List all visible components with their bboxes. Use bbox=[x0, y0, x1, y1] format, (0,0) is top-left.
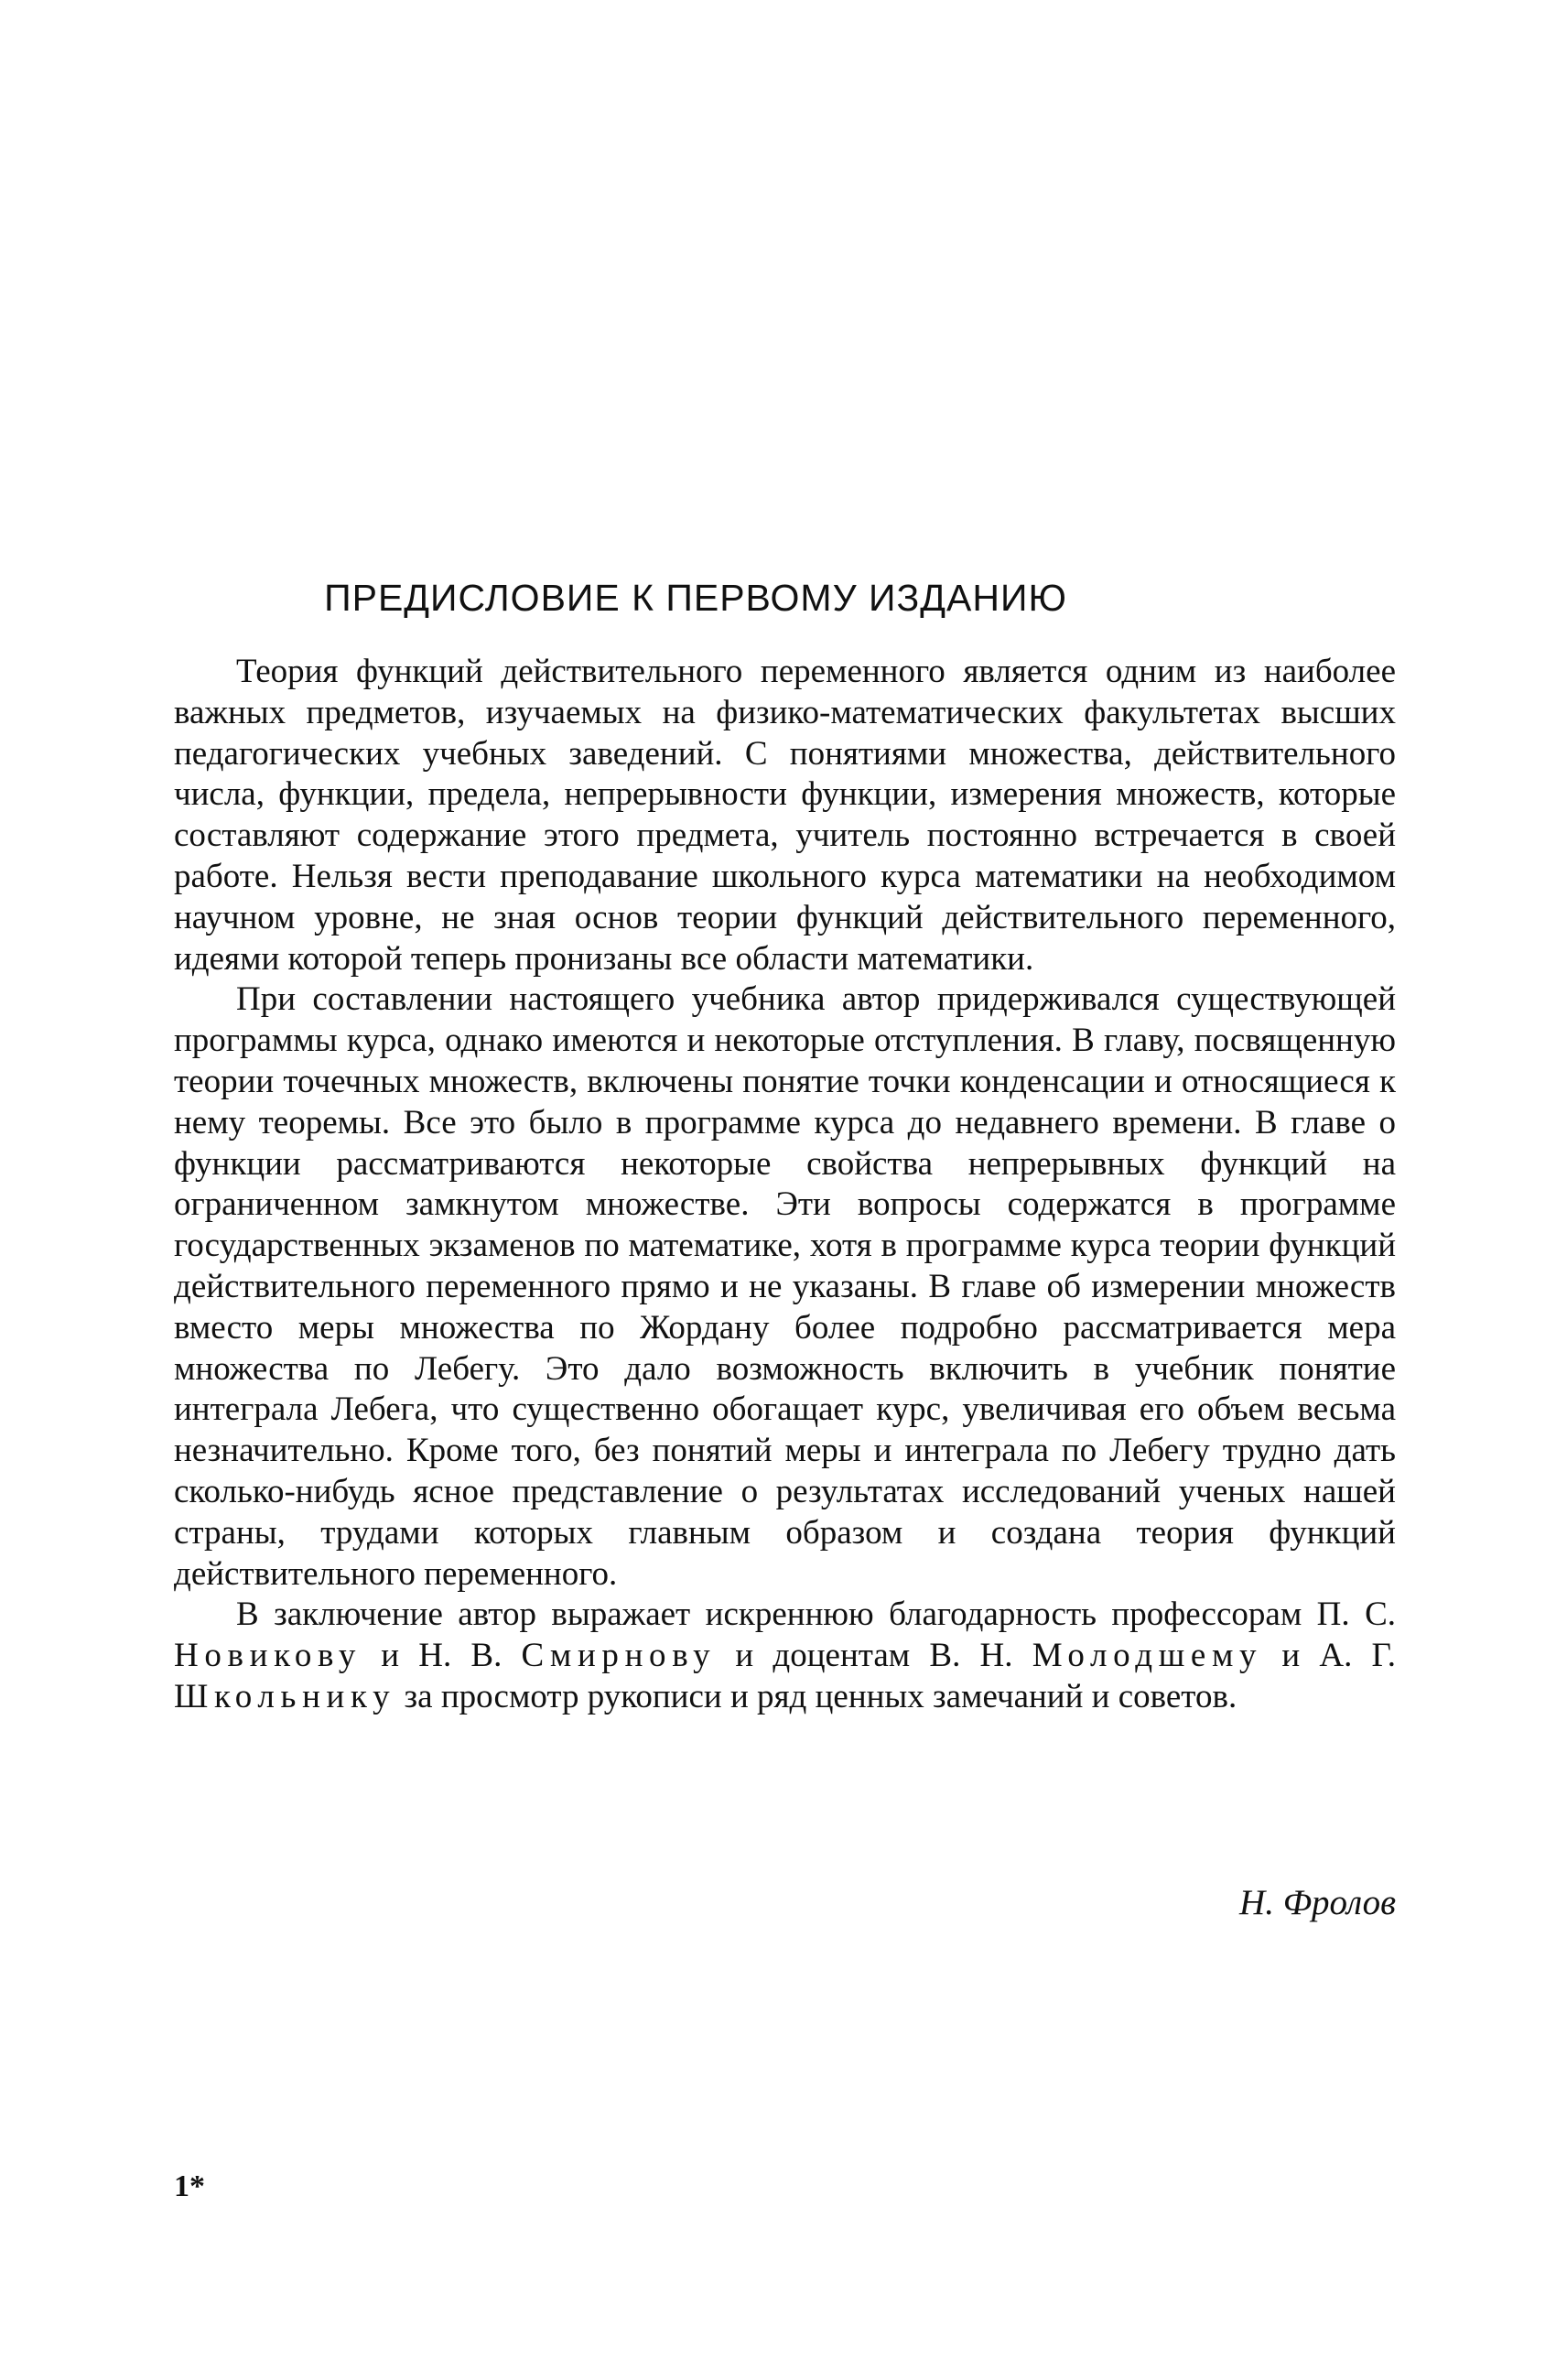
closing-text-1: В заключение автор выражает искреннюю благодарность профессорам П. С. bbox=[236, 1596, 1396, 1634]
name-smirnov: Смирнову bbox=[521, 1637, 717, 1675]
closing-text-3: и доцентам В. Н. bbox=[716, 1637, 1032, 1675]
preface-body bbox=[174, 652, 1396, 1718]
paragraph-2: При составлении настоящего учебника автор придерживался существующей программы курса, однако имеются и некоторые отступления. В главу, посвященную теории точечных множеств, включены понятие точки конденсации и относящиеся к нему теоремы. Все это было в программе курса до недавнего времени. В главе о функции рассматриваются некоторые свойства непрерывных функций на ограниченном замкнутом множестве. Эти вопросы содержатся в программе государственных экзаменов по математике, хотя в программе курса теории функций действительного переменного прямо и не указаны. В главе об измерении множеств вместо меры множества по Жордану более подробно рассматривается мера множества по Лебегу. Это дало возможность включить в учебник понятие интеграла Лебега, что существенно обогащает курс, увеличивая его объем весьма незначительно. Кроме того, без понятий меры и интеграла по Лебегу трудно дать сколько-нибудь ясное представление о результатах исследований ученых нашей страны, трудами которых главным образом и создана теория функций действительного переменного. bbox=[174, 980, 1396, 1593]
paragraph-3-acknowledgements bbox=[174, 1595, 1396, 1717]
name-novikov: Новикову bbox=[174, 1637, 362, 1675]
page-number: 1* bbox=[174, 2169, 205, 2203]
closing-text-5: за просмотр рукописи и ряд ценных замечаний и советов. bbox=[395, 1677, 1237, 1715]
page-title: ПРЕДИСЛОВИЕ К ПЕРВОМУ ИЗДАНИЮ bbox=[324, 577, 1067, 619]
closing-text-2: и Н. В. bbox=[362, 1637, 522, 1675]
paragraph-1: Теория функций действительного переменного является одним из наиболее важных предметов, изучаемых на физико-математических факультетах высших педагогических учебных заведений. С понятиями множества, действительного числа, функции, предела, непрерывности функции, измерения множеств, которые составляют содержание этого предмета, учитель постоянно встречается в своей работе. Нельзя вести преподавание школьного курса математики на необходимом научном уровне, не зная основ теории функций действительного переменного, идеями которой теперь пронизаны все области математики. bbox=[174, 653, 1396, 978]
author-signature: Н. Фролов bbox=[1239, 1883, 1396, 1922]
name-shkolnik: Школьнику bbox=[174, 1677, 396, 1715]
closing-text-4: и А. Г. bbox=[1262, 1637, 1396, 1675]
name-molodshiy: Молодшему bbox=[1032, 1637, 1263, 1675]
